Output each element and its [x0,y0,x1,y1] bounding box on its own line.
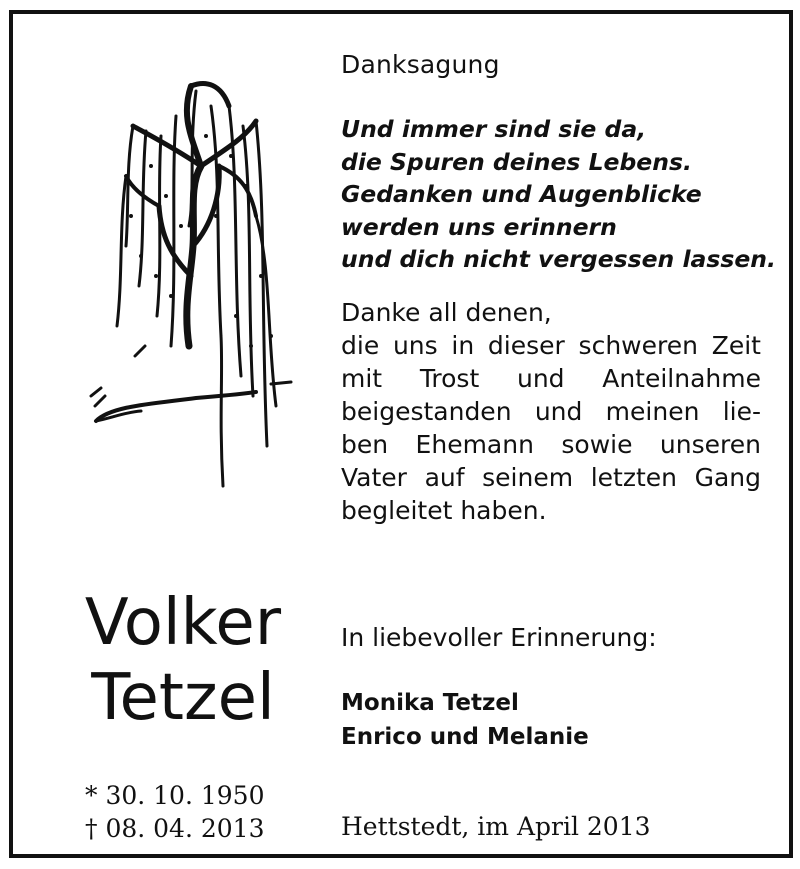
obituary-frame [9,10,793,858]
thanks-word: dieser [487,331,565,360]
thanks-word: begleitet haben. [341,496,547,525]
thanks-word: ben [341,430,389,459]
thanks-line [341,461,761,494]
birth-date: * 30. 10. 1950 [85,781,265,810]
thanks-word: sowie [561,430,633,459]
first-name: Volker [84,586,282,660]
thanks-word: in [451,331,475,360]
poem-line: die Spuren deines Lebens. [341,147,692,176]
place-date: Hettstedt, im April 2013 [341,812,651,841]
thanks-line [341,296,761,329]
thanks-word: meinen [605,397,700,426]
poem-line: werden uns erinnern [341,212,617,241]
thanks-word: mit [341,364,383,393]
thanks-word: Trost [419,364,480,393]
thanks-word: beigestanden [341,397,512,426]
last-name: Tetzel [91,661,275,735]
thanks-word: und [516,364,565,393]
death-date: † 08. 04. 2013 [85,814,265,843]
thanks-word: Gang [694,463,761,492]
thanks-word: schweren [578,331,698,360]
weeping-willow-icon [71,76,296,488]
thanks-word: seinem [482,463,574,492]
thanks-word: Zeit [711,331,761,360]
poem [341,113,776,276]
poem-line: und dich nicht vergessen lassen. [341,245,776,273]
family-member: Monika Tetzel [341,690,519,716]
life-dates [85,779,264,845]
thanks-word: unseren [659,430,761,459]
thanks-word: Ehemann [415,430,534,459]
thanks-word: uns [392,331,438,360]
thanks-word: Anteilnahme [602,364,761,393]
memory-line: In liebevoller Erinnerung: [341,623,657,652]
thanks-word: Vater [341,463,407,492]
poem-line: Gedanken und Augenblicke [341,180,702,208]
thanks-line [341,329,761,362]
thanks-word: Danke all denen, [341,298,552,327]
family-member: Enrico und Melanie [341,724,589,750]
thanks-word: lie- [722,397,761,426]
deceased-name [73,586,293,736]
thanks-word: letzten [590,463,677,492]
thanks-line [341,428,761,461]
family-names [341,686,589,754]
thanks-word: und [534,397,583,426]
thanks-text [341,296,761,527]
thanks-line [341,395,761,428]
thanks-line [341,362,761,395]
thanks-word: auf [424,463,465,492]
thanks-line [341,494,761,527]
heading: Danksagung [341,50,500,79]
thanks-word: die [341,331,380,360]
poem-line: Und immer sind sie da, [341,115,647,143]
